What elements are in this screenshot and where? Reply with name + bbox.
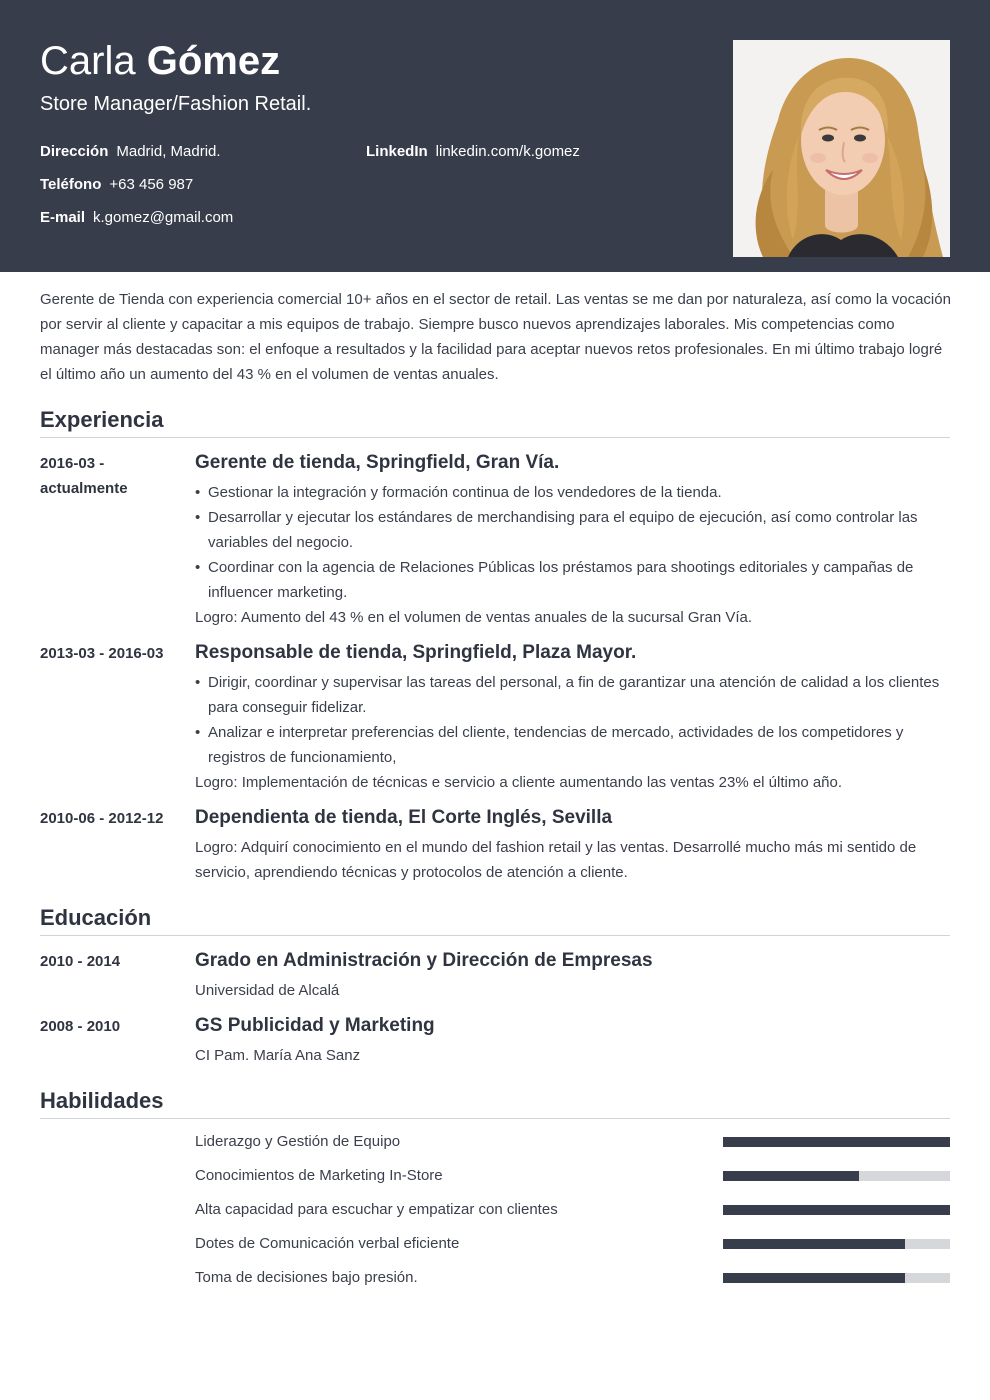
job-date [40, 451, 190, 501]
job-responsibility: • Desarrollar y ejecutar los estándares de merchandising para el equipo de ejecución, así como controlar las variables del negocio. [195, 505, 950, 555]
job-responsibilities [195, 480, 950, 605]
contact-phone-value: +63 456 987 [109, 176, 194, 193]
contact-phone [40, 175, 193, 195]
job-title: Responsable de tienda, Springfield, Plaza Mayor. [195, 642, 637, 663]
job-responsibilities [195, 670, 950, 770]
contact-address [40, 142, 221, 162]
experience-divider [40, 437, 950, 438]
skill-row [195, 1163, 950, 1188]
skill-level-fill [723, 1273, 905, 1283]
skill-name: Toma de decisiones bajo presión. [195, 1269, 418, 1286]
skill-name: Alta capacidad para escuchar y empatizar con clientes [195, 1201, 558, 1218]
education-divider [40, 935, 950, 936]
job-date: 2013-03 - 2016-03 [40, 645, 164, 662]
skill-level-fill [723, 1239, 905, 1249]
skill-name: Conocimientos de Marketing In-Store [195, 1167, 443, 1184]
resume-header [0, 0, 990, 272]
contact-phone-label: Teléfono [40, 176, 102, 193]
education-section-title: Educación [40, 905, 152, 930]
skill-row [195, 1265, 950, 1290]
job-responsibility: • Dirigir, coordinar y supervisar las tareas del personal, a fin de garantizar una atención de calidad a los clientes para conseguir fidelizar. [195, 670, 950, 720]
education-date: 2008 - 2010 [40, 1018, 121, 1035]
profile-photo [733, 40, 950, 257]
skills-divider [40, 1118, 950, 1119]
job-responsibility: • Analizar e interpretar preferencias del cliente, tendencias de mercado, actividades de los competidores y registros de funcionamiento, [195, 720, 950, 770]
degree-title: GS Publicidad y Marketing [195, 1015, 435, 1036]
job-achievement: Logro: Aumento del 43 % en el volumen de ventas anuales de la sucursal Gran Vía. [195, 609, 753, 626]
profile-photo-illustration [733, 40, 950, 257]
job-responsibility: • Gestionar la integración y formación continua de los vendedores de la tienda. [195, 480, 950, 505]
skill-level-fill [723, 1137, 950, 1147]
job-date-end: actualmente [40, 480, 128, 497]
degree-title: Grado en Administración y Dirección de Empresas [195, 950, 653, 971]
experience-section-title: Experiencia [40, 407, 164, 432]
skill-row [195, 1231, 950, 1256]
job-date: 2010-06 - 2012-12 [40, 810, 164, 827]
contact-email-label: E-mail [40, 209, 86, 226]
skills-section-title: Habilidades [40, 1088, 164, 1113]
contact-address-value: Madrid, Madrid. [116, 143, 221, 160]
profile-summary: Gerente de Tienda con experiencia comercial 10+ años en el sector de retail. Las ventas se me dan por naturaleza, así como la vocación por servir al cliente y capacitar a mis equipos de trabajo. Siempre busco nuevos aprendizajes laborales. Mis competencias como manager más destacadas son: el enfoque a resultados y la facilidad para aceptar nuevos retos profesionales. En mi último trabajo logré el último año un aumento del 43 % en el volumen de ventas anuales. [40, 291, 951, 383]
candidate-name [40, 38, 280, 84]
skill-level-fill [723, 1171, 859, 1181]
skill-level-fill [723, 1205, 950, 1215]
job-achievement: Logro: Adquirí conocimiento en el mundo del fashion retail y las ventas. Desarrollé mucho más mi sentido de servicio, aprendiendo técnicas y protocolos de atención a cliente. [195, 839, 917, 881]
skill-row [195, 1197, 950, 1222]
institution-name: CI Pam. María Ana Sanz [195, 1047, 361, 1064]
skill-row [195, 1129, 950, 1154]
contact-email [40, 208, 233, 228]
contact-linkedin [366, 142, 580, 162]
contact-email-value[interactable]: k.gomez@gmail.com [93, 209, 234, 226]
skill-level-bar [723, 1171, 950, 1181]
candidate-role: Store Manager/Fashion Retail. [40, 93, 312, 115]
skill-level-bar [723, 1137, 950, 1147]
job-responsibility: • Coordinar con la agencia de Relaciones Públicas los préstamos para shootings editoriales y campañas de influencer marketing. [195, 555, 950, 605]
first-name: Carla [40, 39, 136, 83]
contact-address-label: Dirección [40, 143, 109, 160]
skill-level-bar [723, 1205, 950, 1215]
institution-name: Universidad de Alcalá [195, 982, 340, 999]
skill-name: Liderazgo y Gestión de Equipo [195, 1133, 401, 1150]
skill-name: Dotes de Comunicación verbal eficiente [195, 1235, 460, 1252]
job-title: Dependienta de tienda, El Corte Inglés, Sevilla [195, 807, 613, 828]
contact-linkedin-value[interactable]: linkedin.com/k.gomez [435, 143, 580, 160]
job-achievement: Logro: Implementación de técnicas e servicio a cliente aumentando las ventas 23% el último año. [195, 774, 843, 791]
job-date-start: 2016-03 - [40, 455, 105, 472]
skill-level-bar [723, 1273, 950, 1283]
skill-level-bar [723, 1239, 950, 1249]
contact-linkedin-label: LinkedIn [366, 143, 428, 160]
education-date: 2010 - 2014 [40, 953, 121, 970]
job-title: Gerente de tienda, Springfield, Gran Vía. [195, 452, 560, 473]
last-name: Gómez [146, 39, 281, 83]
